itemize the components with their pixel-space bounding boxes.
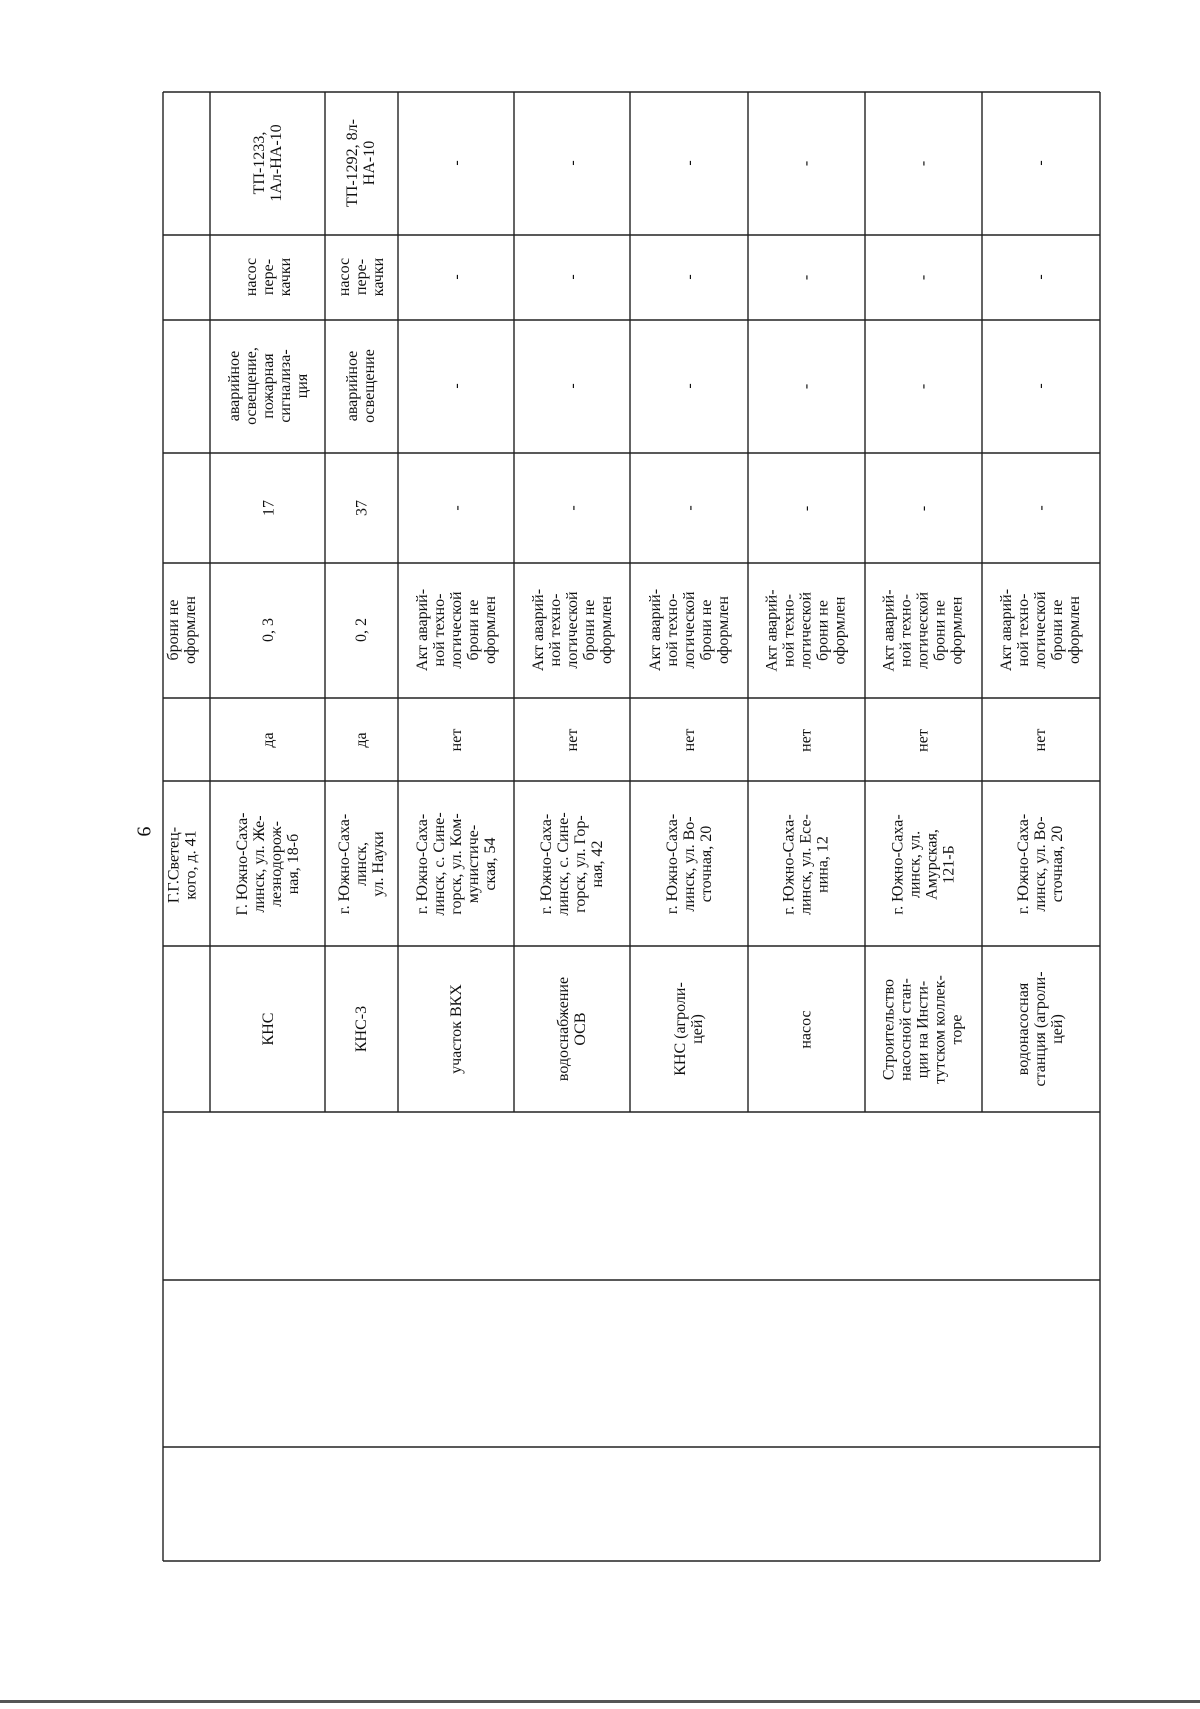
cell-name: водонасосная станция (агроли- цей) <box>1014 971 1066 1087</box>
cell-address: г. Южно-Саха- линск, ул. Есе- нина, 12 <box>780 813 832 915</box>
cell-flag: нет <box>914 728 932 752</box>
cell-address: Г. Южно-Саха- линск, ул. Же- лезнодорож- ная, 18-б <box>234 812 302 916</box>
cell-tp: - <box>1031 160 1049 166</box>
cell-act: Акт аварий- ной техно- логической брони не оформлен <box>529 588 615 672</box>
cell-num: 17 <box>259 500 277 516</box>
cell-num: - <box>797 505 815 511</box>
header-address-cell: Г.Г.Светец- кого, д. 41 <box>165 826 200 904</box>
cell-flag: нет <box>447 728 465 752</box>
cell-act: 0, 2 <box>352 618 370 642</box>
cell-flag: нет <box>680 728 698 752</box>
cell-equip: - <box>797 383 815 389</box>
page-number: 9 <box>132 826 155 837</box>
cell-tp: - <box>797 160 815 166</box>
cell-act: Акт аварий- ной техно- логической брони не оформлен <box>646 588 732 672</box>
cell-pump: насос пере- качки <box>242 257 294 297</box>
cell-pump: - <box>797 274 815 280</box>
cell-address: г. Южно-Саха- линск, ул. Науки <box>335 813 387 915</box>
cell-name: КНС-3 <box>352 1005 370 1053</box>
cell-name: КНС <box>259 1012 277 1046</box>
cell-equip: - <box>563 383 581 389</box>
cell-num: - <box>1031 505 1049 511</box>
cell-pump: - <box>680 274 698 280</box>
cell-num: - <box>447 505 465 511</box>
cell-num: - <box>914 505 932 511</box>
cell-num: - <box>563 505 581 511</box>
cell-act: Акт аварий- ной техно- логической брони не оформлен <box>997 588 1083 672</box>
cell-pump: - <box>447 274 465 280</box>
cell-pump: - <box>1031 274 1049 280</box>
cell-equip: аварийное освещение <box>344 349 378 423</box>
cell-act: Акт аварий- ной техно- логической брони не оформлен <box>413 588 499 672</box>
cell-name: насос <box>797 1009 815 1049</box>
cell-equip: аварийное освещение, пожарная сигнализа- ция <box>225 347 311 425</box>
cell-pump: - <box>914 274 932 280</box>
cell-name: водоснабжение ОСВ <box>555 976 589 1082</box>
header-act-cell: брони не оформлен <box>165 596 199 664</box>
cell-act: Акт аварий- ной техно- логической брони не оформлен <box>880 588 966 672</box>
cell-equip: - <box>1031 383 1049 389</box>
cell-pump: - <box>563 274 581 280</box>
cell-tp: - <box>914 160 932 166</box>
cell-num: 37 <box>352 500 370 516</box>
cell-act: 0, 3 <box>259 618 277 642</box>
cell-address: г. Южно-Саха- линск, ул. Во- сточная, 20 <box>663 813 715 915</box>
cell-address: г. Южно-Саха- линск, с. Сине- горск, ул. Ком- мунистиче- ская, 54 <box>413 812 499 916</box>
cell-flag: нет <box>1031 728 1049 752</box>
cell-flag: нет <box>797 728 815 752</box>
cell-tp: ТП-1233, 1Ал-НА-10 <box>251 124 285 202</box>
cell-tp: ТП-1292, 8л- НА-10 <box>344 119 378 207</box>
cell-address: г. Южно-Саха- линск, с. Сине- горск, ул. Гор- ная, 42 <box>538 812 606 916</box>
cell-address: г. Южно-Саха- линск, ул. Во- сточная, 20 <box>1014 813 1066 915</box>
cell-flag: да <box>352 732 370 748</box>
cell-name: КНС (агроли- цей) <box>672 982 706 1076</box>
cell-name: участок ВКХ <box>447 984 465 1074</box>
cell-tp: - <box>680 160 698 166</box>
cell-flag: да <box>259 732 277 748</box>
cell-flag: нет <box>563 728 581 752</box>
cell-equip: - <box>914 383 932 389</box>
cell-num: - <box>680 505 698 511</box>
cell-tp: - <box>447 160 465 166</box>
cell-act: Акт аварий- ной техно- логической брони не оформлен <box>763 588 849 672</box>
cell-address: г. Южно-Саха- линск, ул. Амурская, 121-Б <box>889 813 957 915</box>
cell-tp: - <box>563 160 581 166</box>
cell-equip: - <box>447 383 465 389</box>
scan-edge <box>0 1700 1200 1703</box>
cell-pump: насос пере- качки <box>335 257 387 297</box>
cell-equip: - <box>680 383 698 389</box>
cell-name: Строительство насосной стан- ции на Инсти- тутском коллек- торе <box>880 974 966 1084</box>
